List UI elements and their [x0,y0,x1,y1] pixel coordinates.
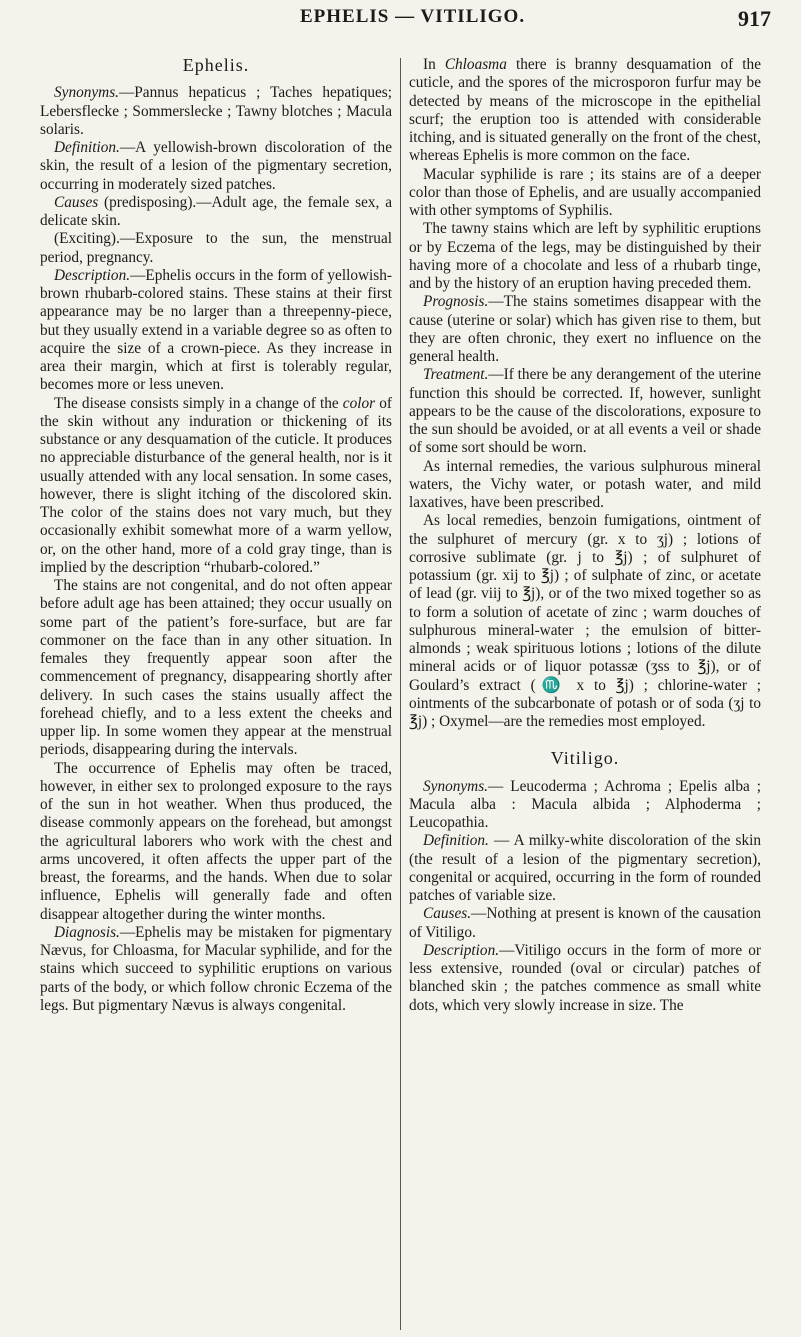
paragraph-treatment: Treatment.—If there be any derangement of the uterine function this should be corrected. If, however, sunlight appears to be the cause of the discolorations, exposure to the sun should be avoided, or at all events a veil or shade of some sort should be worn. [409,366,761,457]
left-column [40,56,392,1015]
paragraph-vitiligo-causes: Causes.—Nothing at present is known of the causation of Vitiligo. [409,905,761,941]
paragraph-prognosis: Prognosis.—The stains sometimes disappear with the cause (uterine or solar) which has given rise to them, but they are often chronic, they exert no influence on the general health. [409,293,761,365]
emphasis-word: Chloasma [444,56,507,73]
run-in-head: Synonyms. [54,84,119,102]
column-divider [400,58,401,1330]
paragraph-local-remedies: As local remedies, benzoin fumigations, ointment of the sulphuret of mercury (gr. x to ʒj) ; lotions of corrosive sublimate (gr. j to ℥j) ; of sulphuret of potassium (gr. xij to ℥j) ; of sulphate of zinc, or acetate of lead (gr. viij to ℥j), or of the two mixed together so as to form a solution of acetate of zinc ; warm douches of sulphurous mineral-water ; the emulsion of bitter-almonds ; weak spirituous lotions ; lotions of the dilute mineral acids or of liquor potassæ (ʒss to ℥j), or of Goulard’s extract (♏ x to ℥j) ; chlorine-water ; ointments of the subcarbonate of potash or of soda (ʒj to ℥j) ; Oxymel—are the remedies most employed. [409,512,761,730]
paragraph-vitiligo-description: Description.—Vitiligo occurs in the form of more or less extensive, rounded (oval or circular) patches of blanched skin ; the patches commence as small white dots, which very slowly increase in size. The [409,941,761,1014]
paragraph-chloasma: In Chloasma there is branny desquamation of the cuticle, and the spores of the microsporon furfur may be detected by means of the microscope in the epithelial scurf; the eruption too is attended with considerable itching, and is situated generally on the front of the chest, whereas Ephelis is more common on the face. [409,56,761,165]
paragraph-sun-exposure: The occurrence of Ephelis may often be traced, however, in either sex to prolonged exposure to the rays of the sun in hot weather. When thus produced, the disease commonly appears on the forehead, but amongst the agricultural laborers who work with the chest and arms uncovered, it often affects the upper part of the breast, the forearms, and the hands. When due to solar influence, Ephelis will generally fade and often disappear altogether during the winter months. [40,759,392,923]
run-in-head: Definition. [423,832,489,850]
paragraph-definition: Definition.—A yellowish-brown discoloration of the skin, the result of a lesion of the pigmentary secretion, occurring in moderately sized patches. [40,139,392,193]
paragraph-causes: Causes (predisposing).—Adult age, the female sex, a delicate skin. [40,193,392,229]
paragraph-macular-syphilide: Macular syphilide is rare ; its stains are of a deeper color than those of Ephelis, and are usually accompanied with other symptoms of Syphilis. [409,165,761,219]
run-in-head: Prognosis. [423,293,489,311]
paragraph-stains-distribution: The stains are not congenital, and do not often appear before adult age has been attained; they occur usually on some part of the patient’s fore-surface, but are far commoner on the face than in any other situation. In females they frequently appear soon after the commencement of pregnancy, disappearing shortly after delivery. In such cases the stains usually affect the forehead chiefly, and to a less extent the cheeks and upper lip. In some women they appear at the menstrual periods, disappearing during the intervals. [40,577,392,759]
run-in-head: Synonyms. [423,777,488,795]
run-in-head: Treatment. [423,366,489,384]
running-head [0,6,801,36]
run-in-head: Description. [54,266,131,284]
run-in-head: Description. [423,941,500,959]
section-heading-vitiligo: Vitiligo. [550,748,620,769]
run-in-head: Causes. [423,905,472,923]
paragraph-internal-remedies: As internal remedies, the various sulphurous mineral waters, the Vichy water, or potash water, and mild laxatives, have been prescribed. [409,457,761,511]
run-in-head: Causes [54,193,99,211]
emphasis-word: color [342,394,376,412]
paragraph-vitiligo-synonyms: Synonyms.— Leucoderma ; Achroma ; Epelis alba ; Macula alba : Macula albida ; Alphoderma ; Leucopathia. [409,777,761,831]
paragraph-description: Description.—Ephelis occurs in the form of yellowish-brown rhubarb-colored stains. These stains at their first appearance may be no larger than a threepenny-piece, but they usually extend in a variable degree so as often to acquire the size of a crown-piece. As they increase in area their margin, which at first is tolerably regular, becomes more or less uneven. [40,266,392,394]
running-title: EPHELIS — VITILIGO. [300,6,526,27]
paragraph-disease-nature: The disease consists simply in a change of the color of the skin without any induration or thickening of its substance or any desquamation of the cuticle. It produces no appreciable disturbance of the general health, nor is it usually attended with any local sensation. In some cases, however, there is slight itching of the discolored skin. The color of the stains does not vary much, but they occasionally exhibit somewhat more of a warm yellow, or, on the other hand, more of a cold gray tinge, than is implied by the description “rhubarb-colored.” [40,394,392,576]
section-heading-ephelis: Ephelis. [182,55,250,75]
run-in-head: Definition. [54,139,120,156]
paragraph-vitiligo-definition: Definition. — A milky-white discoloration of the skin (the result of a lesion of the pigmentary secretion), congenital or acquired, occurring in the form of rounded patches of variable size. [409,832,761,904]
paragraph-exciting-causes: (Exciting).—Exposure to the sun, the menstrual period, pregnancy. [40,230,392,266]
right-column [409,56,761,1015]
paragraph-synonyms: Synonyms.—Pannus hepaticus ; Taches hepatiques; Lebersflecke ; Sommerslecke ; Tawny blotches ; Macula solaris. [40,84,392,138]
run-in-head: Diagnosis. [54,923,120,941]
page-number: 917 [738,6,771,31]
paragraph-tawny-stains: The tawny stains which are left by syphilitic eruptions or by Eczema of the legs, may be distinguished by their having more of a chocolate and less of a rhubarb tinge, and by the history of an eruption having preceded them. [409,220,761,292]
paragraph-diagnosis: Diagnosis.—Ephelis may be mistaken for pigmentary Nævus, for Chloasma, for Macular syphilide, and for the stains which succeed to syphilitic eruptions on various parts of the body, or which follow chronic Eczema of the legs. But pigmentary Nævus is always congenital. [40,923,392,1014]
